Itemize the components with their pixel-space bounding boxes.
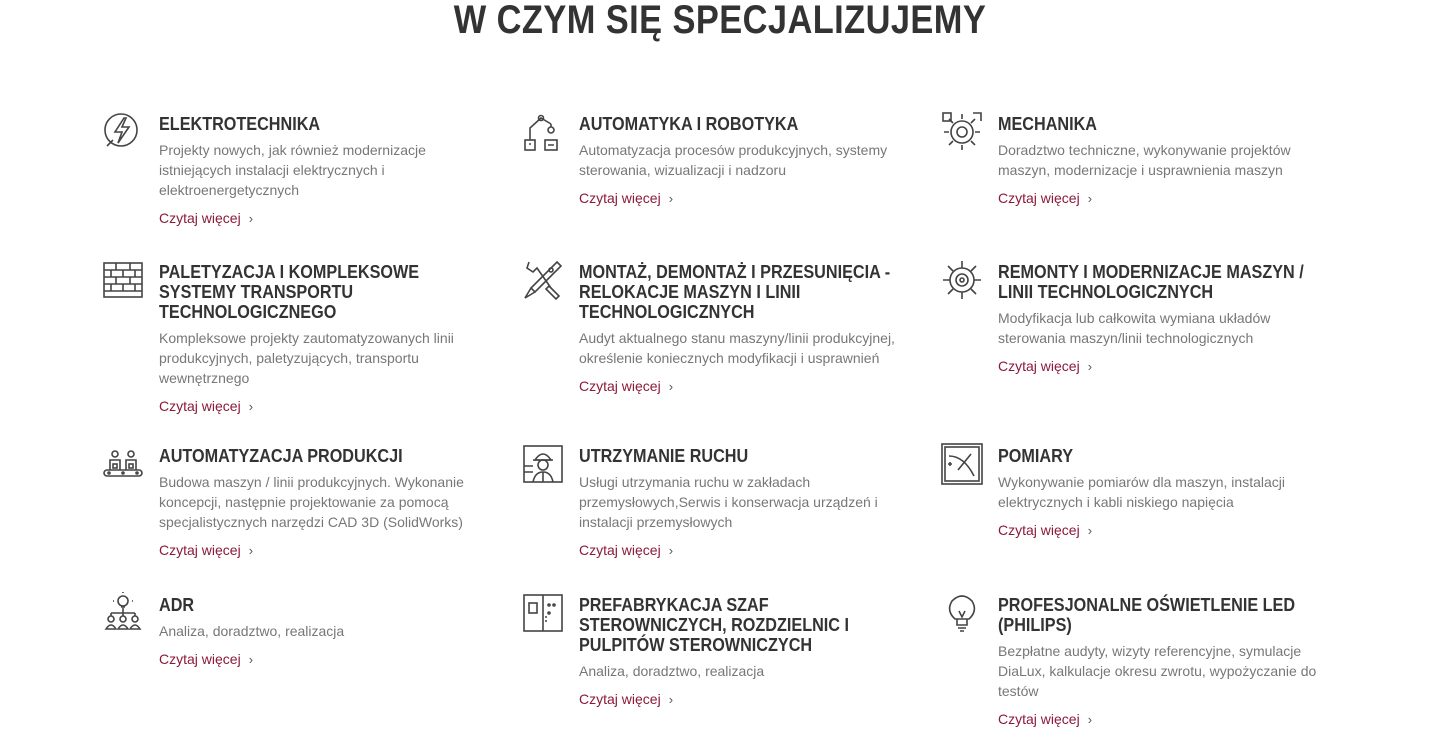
service-item-oswietlenie — [998, 595, 1368, 730]
chevron-right-icon: › — [248, 211, 254, 226]
tools-icon — [521, 258, 565, 302]
service-title: REMONTY I MODERNIZACJE MASZYN / LINII TECHNOLOGICZNYCH — [998, 262, 1304, 302]
read-more-link[interactable]: Czytaj więcej › — [998, 356, 1092, 377]
service-item-montaz — [579, 262, 949, 397]
read-more-link[interactable]: Czytaj więcej › — [159, 396, 253, 417]
read-more-link[interactable]: Czytaj więcej › — [998, 188, 1092, 209]
service-description: Audyt aktualnego stanu maszyny/linii produkcyjnej, określenie koniecznych modyfikacji i usprawnień — [579, 330, 895, 366]
worker-icon — [521, 442, 565, 486]
read-more-link[interactable]: Czytaj więcej › — [579, 689, 673, 710]
service-title: AUTOMATYZACJA PRODUKCJI — [159, 446, 403, 466]
meter-icon — [940, 442, 984, 486]
chevron-right-icon: › — [1087, 712, 1093, 727]
service-title: PROFESJONALNE OŚWIETLENIE LED (PHILIPS) — [998, 595, 1296, 635]
chevron-right-icon: › — [668, 692, 674, 707]
service-item-elektrotechnika — [159, 114, 529, 229]
service-item-automatyzacja — [159, 446, 529, 561]
service-description: Doradztwo techniczne, wykonywanie projektów maszyn, modernizacje i usprawnienia maszyn — [998, 142, 1291, 178]
service-description: Modyfikacja lub całkowita wymiana układów sterowania maszyn/linii technologicznych — [998, 310, 1271, 346]
chevron-right-icon: › — [248, 399, 254, 414]
service-description: Bezpłatne audyty, wizyty referencyjne, symulacje DiaLux, kalkulacje okresu zwrotu, wypożyczanie do testów — [998, 643, 1317, 699]
read-more-link[interactable]: Czytaj więcej › — [998, 520, 1092, 541]
service-title: ELEKTROTECHNIKA — [159, 114, 321, 134]
service-description: Usługi utrzymania ruchu w zakładach przemysłowych,Serwis i konserwacja urządzeń i instalacji przemysłowych — [579, 474, 878, 530]
service-item-automatyka — [579, 114, 949, 209]
gear-icon — [940, 110, 984, 154]
idea-team-icon — [101, 591, 145, 635]
read-more-link[interactable]: Czytaj więcej › — [159, 208, 253, 229]
service-title: PREFABRYKACJA SZAF STEROWNICZYCH, ROZDZIELNIC I PULPITÓW STEROWNICZYCH — [579, 595, 849, 655]
service-description: Analiza, doradztwo, realizacja — [579, 663, 765, 679]
service-title: PALETYZACJA I KOMPLEKSOWE SYSTEMY TRANSPORTU TECHNOLOGICZNEGO — [159, 262, 420, 322]
read-more-link[interactable]: Czytaj więcej › — [159, 540, 253, 561]
chevron-right-icon: › — [668, 543, 674, 558]
chevron-right-icon: › — [668, 379, 674, 394]
service-item-mechanika — [998, 114, 1368, 209]
bulb-icon — [940, 591, 984, 635]
service-description: Budowa maszyn / linii produkcyjnych. Wykonanie koncepcji, następnie projektowanie za pomocą specjalistycznych narzędzi CAD 3D (SolidWorks) — [159, 474, 464, 530]
chevron-right-icon: › — [1087, 191, 1093, 206]
service-item-adr — [159, 595, 529, 670]
chevron-right-icon: › — [1087, 523, 1093, 538]
service-title: UTRZYMANIE RUCHU — [579, 446, 749, 466]
pallet-icon — [101, 258, 145, 302]
chevron-right-icon: › — [1087, 359, 1093, 374]
read-more-link[interactable]: Czytaj więcej › — [579, 540, 673, 561]
production-line-icon — [101, 442, 145, 486]
service-item-utrzymanie — [579, 446, 949, 561]
service-description: Wykonywanie pomiarów dla maszyn, instalacji elektrycznych i kabli niskiego napięcia — [998, 474, 1285, 510]
read-more-link[interactable]: Czytaj więcej › — [579, 188, 673, 209]
service-description: Projekty nowych, jak również modernizacje istniejących instalacji elektrycznych i elektroenergetycznych — [159, 142, 426, 198]
service-title: POMIARY — [998, 446, 1074, 466]
service-title: ADR — [159, 595, 195, 615]
read-more-link[interactable]: Czytaj więcej › — [579, 376, 673, 397]
service-description: Automatyzacja procesów produkcyjnych, systemy sterowania, wizualizacji i nadzoru — [579, 142, 888, 178]
service-title: MECHANIKA — [998, 114, 1097, 134]
chevron-right-icon: › — [248, 543, 254, 558]
service-item-remonty — [998, 262, 1368, 377]
chevron-right-icon: › — [248, 652, 254, 667]
cabinet-icon — [521, 591, 565, 635]
read-more-link[interactable]: Czytaj więcej › — [998, 709, 1092, 730]
section-title: W CZYM SIĘ SPECJALIZUJEMY — [453, 0, 987, 42]
service-title: MONTAŻ, DEMONTAŻ I PRZESUNIĘCIA - RELOKACJE MASZYN I LINII TECHNOLOGICZNYCH — [579, 262, 891, 322]
service-item-paletyzacja — [159, 262, 529, 417]
lightning-icon — [101, 110, 145, 154]
read-more-link[interactable]: Czytaj więcej › — [159, 649, 253, 670]
chevron-right-icon: › — [668, 191, 674, 206]
cog-icon — [940, 258, 984, 302]
robot-arm-icon — [521, 110, 565, 154]
service-description: Analiza, doradztwo, realizacja — [159, 623, 345, 639]
service-item-pomiary — [998, 446, 1368, 541]
service-item-prefabrykacja — [579, 595, 949, 710]
service-description: Kompleksowe projekty zautomatyzowanych linii produkcyjnych, paletyzujących, transportu wewnętrznego — [159, 330, 454, 386]
service-title: AUTOMATYKA I ROBOTYKA — [579, 114, 799, 134]
